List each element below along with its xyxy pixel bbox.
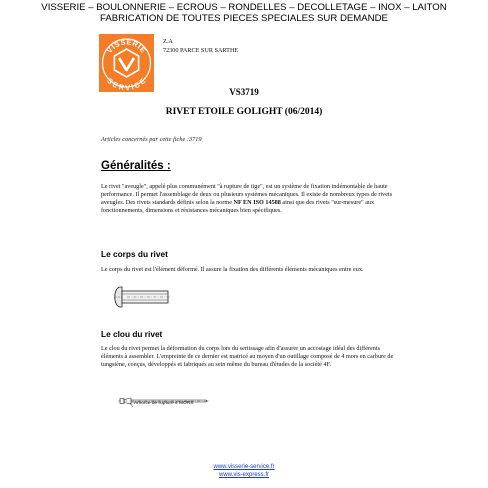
document-reference: VS3719: [229, 87, 259, 97]
header-line-2: FABRICATION DE TOUTES PIECES SPECIALES SUR DEMANDE: [100, 13, 388, 24]
heading-corps-du-rivet: Le corps du rivet: [101, 249, 168, 259]
diagram-label-amorce: Amorce de rupture 4 MORS: [134, 401, 194, 406]
generalites-text-a: Le rivet "aveugle", appelé plus communément "à rupture de tige", est un système de fixation indémontable de haute performance. Il permet l'assemblage de deux ou plusieurs systèmes mécaniques. Il existe de nombreux types de rivets aveugles. Des rivets standards définis selon la norme: [101, 183, 393, 207]
header-line-1: VISSERIE – BOULONNERIE – ECROUS – RONDELLES – DECOLLETAGE – INOX – LAITON: [41, 2, 447, 13]
document-title: RIVET ETOILE GOLIGHT (06/2014): [165, 107, 323, 117]
articles-line: Articles concernés par cette fiche :3719: [101, 136, 202, 143]
address-line-1: Z.A: [163, 38, 173, 45]
footer-link-visserie-service[interactable]: www.visserie-service.fr: [213, 464, 275, 470]
paragraph-corps: Le corps du rivet est l'élément déformé. Il assure la fixation des différents éléments mécaniques entre eux.: [101, 266, 364, 273]
footer-link-vis-express[interactable]: www.vis-express.fr: [218, 472, 269, 478]
visserie-service-logo-icon: [99, 34, 154, 92]
norm-reference: NF EN ISO 14588: [233, 199, 281, 207]
address-line-2: 72300 PARCE SUR SARTHE: [163, 47, 239, 54]
paragraph-clou: Le clou du rivet permet la déformation du corps lors du sertissage afin d'assurer un accostage idéal des différents éléments à assembler. L'empreinte de ce dernier est matricé au moyen d'un outillage composé de 4 mors en carbure de tungstène, conçus, développés et fabriqués au sein même du bureau d'études de la société 4F.: [101, 345, 394, 369]
logo-text-top: VISSERIE: [104, 37, 149, 55]
logo-text-bottom: SERVICE: [105, 76, 148, 92]
rivet-body-diagram: [112, 285, 174, 309]
generalites-text-b: ainsi que des rivets "sur-mesure" aux fonctionnements, dimensions et résistances mécaniques bien spécifiques.: [101, 199, 375, 215]
heading-clou-du-rivet: Le clou du rivet: [101, 329, 163, 339]
paragraph-generalites: [101, 183, 401, 215]
heading-generalites: Généralités :: [101, 160, 171, 172]
